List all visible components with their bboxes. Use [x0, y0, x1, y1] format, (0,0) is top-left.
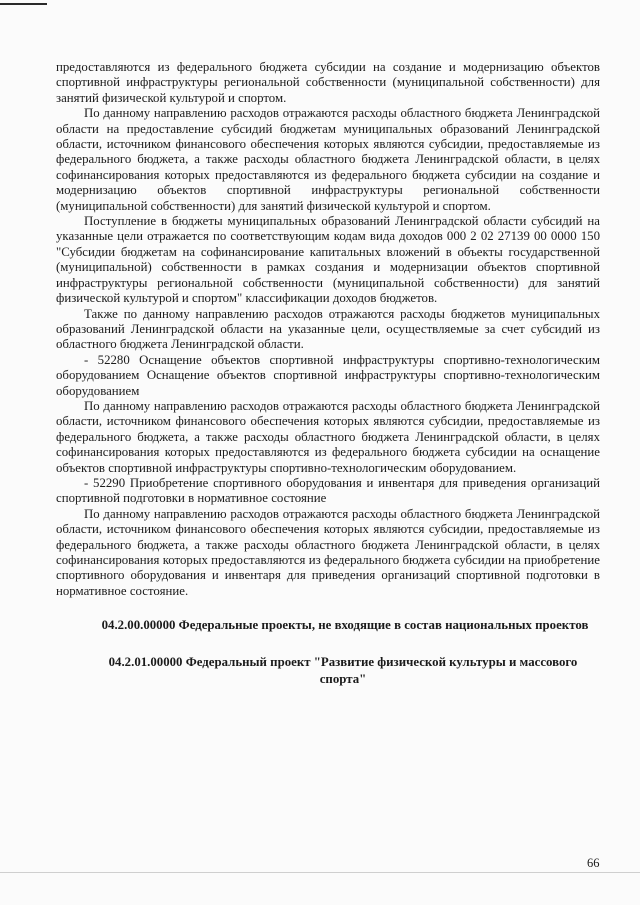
paragraph-52290-description: По данному направлению расходов отражаются расходы областного бюджета Ленинградской области, источником финансового обеспечения которых являются субсидии, предоставляемые из федерального бюджета, а также расходы областного бюджета Ленинградской области, в целях софинансирования которых предоставляются из федерального бюджета субсидии на приобретение спортивного оборудования и инвентаря для приведения организаций спортивной подготовки в нормативное состояние. [56, 506, 600, 598]
item-52280: - 52280 Оснащение объектов спортивной инфраструктуры спортивно-технологическим оборудованием Оснащение объектов спортивной инфраструктуры спортивно-технологическим оборудованием [56, 352, 600, 398]
section-heading-sport-project: 04.2.01.00000 Федеральный проект "Развитие физической культуры и массового спорта" [108, 655, 578, 686]
paragraph-regional-subsidies: По данному направлению расходов отражаются расходы областного бюджета Ленинградской области на предоставление субсидий бюджетам муниципальных образований Ленинградской области, источником финансового обеспечения которых являются субсидии, предоставляемые из федерального бюджета, а также расходы областного бюджета Ленинградской области, в целях софинансирования которых предоставляются из федерального бюджета субсидии на создание и модернизацию объектов спортивной инфраструктуры региональной собственности (муниципальной собственности) для занятий физической культурой и спортом. [56, 106, 600, 213]
paragraph-52280-description: По данному направлению расходов отражаются расходы областного бюджета Ленинградской области, источником финансового обеспечения которых являются субсидии, предоставляемые из федерального бюджета, а также расходы областного бюджета Ленинградской области, в целях софинансирования которых предоставляются из федерального бюджета субсидии на оснащение объектов спортивной инфраструктуры спортивно-технологическим оборудованием. [56, 398, 600, 475]
scan-bottom-edge [0, 872, 640, 873]
paragraph-municipal-expenses: Также по данному направлению расходов отражаются расходы бюджетов муниципальных образований Ленинградской области на указанные цели, осуществляемые за счет субсидий из областного бюджета Ленинградской области. [56, 306, 600, 352]
page-number: 66 [587, 856, 600, 870]
scan-edge-mark [0, 3, 47, 5]
document-page [56, 60, 600, 687]
item-52290: - 52290 Приобретение спортивного оборудования и инвентаря для приведения организаций спортивной подготовки в нормативное состояние [56, 475, 600, 506]
paragraph-continuation: предоставляются из федерального бюджета субсидии на создание и модернизацию объектов спортивной инфраструктуры региональной собственности (муниципальной собственности) для занятий физической культурой и спортом. [56, 60, 600, 105]
section-heading-federal-projects: 04.2.00.00000 Федеральные проекты, не входящие в состав национальных проектов [101, 618, 589, 633]
paragraph-income-codes: Поступление в бюджеты муниципальных образований Ленинградской области субсидий на указанные цели отражается по соответствующим кодам вида доходов 000 2 02 27139 00 0000 150 "Субсидии бюджетам на софинансирование капитальных вложений в объекты государственной (муниципальной) собственности в рамках создания и модернизации объектов спортивной инфраструктуры региональной собственности (муниципальной собственности) для занятий физической культурой и спортом" классификации доходов бюджетов. [56, 214, 600, 306]
